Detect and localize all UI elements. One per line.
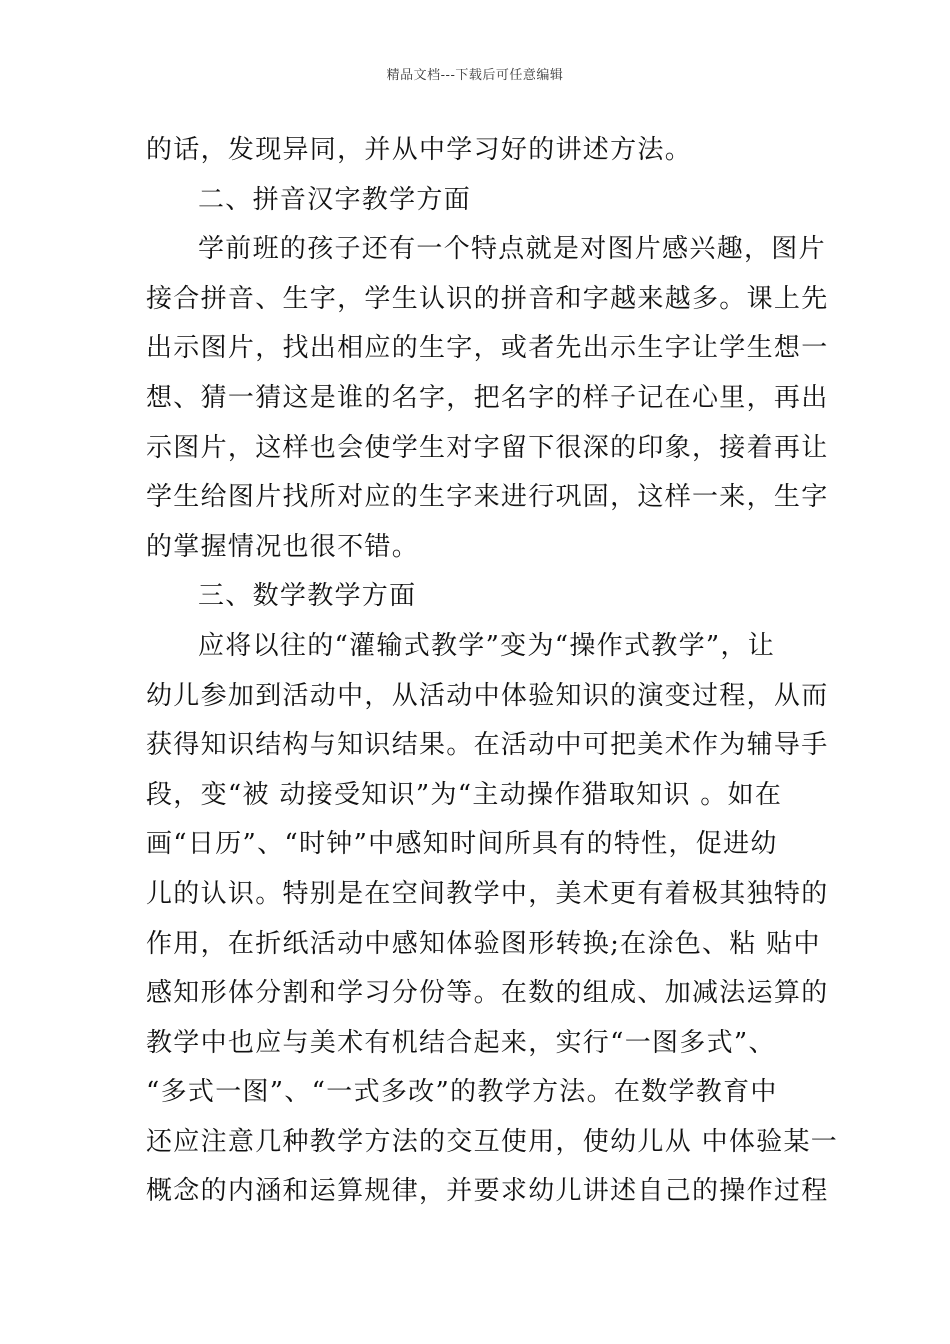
section-heading-math: 三、数学教学方面 [198, 581, 417, 612]
text-line: 概念的内涵和运算规律，并要求幼儿讲述自己的操作过程 [146, 1176, 829, 1207]
text-line: 的掌握情况也很不错。 [146, 531, 420, 562]
page-header: 精品文档---下载后可任意编辑 [386, 68, 564, 83]
text-line: 儿的认识。特别是在空间教学中，美术更有着极其独特的 [146, 878, 829, 909]
section-heading-pinyin: 二、拼音汉字教学方面 [198, 184, 472, 215]
text-line: 作用，在折纸活动中感知体验图形转换;在涂色、粘 贴中 [146, 928, 821, 959]
text-line: 学生给图片找所对应的生字来进行巩固，这样一来，生字 [146, 482, 829, 513]
text-line: 幼儿参加到活动中，从活动中体验知识的演变过程，从而 [146, 680, 829, 711]
text-line: 感知形体分割和学习分份等。在数的组成、加减法运算的 [146, 978, 829, 1009]
text-line: 画“日历”、“时钟”中感知时间所具有的特性，促进幼 [146, 829, 778, 860]
text-line: 教学中也应与美术有机结合起来，实行“一图多式”、 [146, 1027, 776, 1058]
text-line: 应将以往的“灌输式教学”变为“操作式教学”，让 [198, 630, 776, 661]
text-line: 接合拼音、生字，学生认识的拼音和字越来越多。课上先 [146, 283, 829, 314]
document-body [146, 126, 839, 1217]
text-line: “多式一图”、“一式多改”的教学方法。在数学教育中 [146, 1077, 778, 1108]
text-line: 获得知识结构与知识结果。在活动中可把美术作为辅导手 [146, 730, 829, 761]
text-line: 学前班的孩子还有一个特点就是对图片感兴趣，图片 [198, 234, 826, 265]
text-line: 还应注意几种教学方法的交互使用，使幼儿从 中体验某一 [146, 1126, 839, 1157]
text-line: 段，变“被 动接受知识”为“主动操作猎取知识 。如在 [146, 779, 783, 810]
text-line: 出示图片，找出相应的生字，或者先出示生字让学生想一 [146, 333, 829, 364]
text-line: 示图片，这样也会使学生对字留下很深的印象，接着再让 [146, 432, 829, 463]
text-line: 的话，发现异同，并从中学习好的讲述方法。 [146, 135, 693, 165]
text-line: 想、猜一猜这是谁的名字，把名字的样子记在心里，再出 [146, 382, 829, 413]
